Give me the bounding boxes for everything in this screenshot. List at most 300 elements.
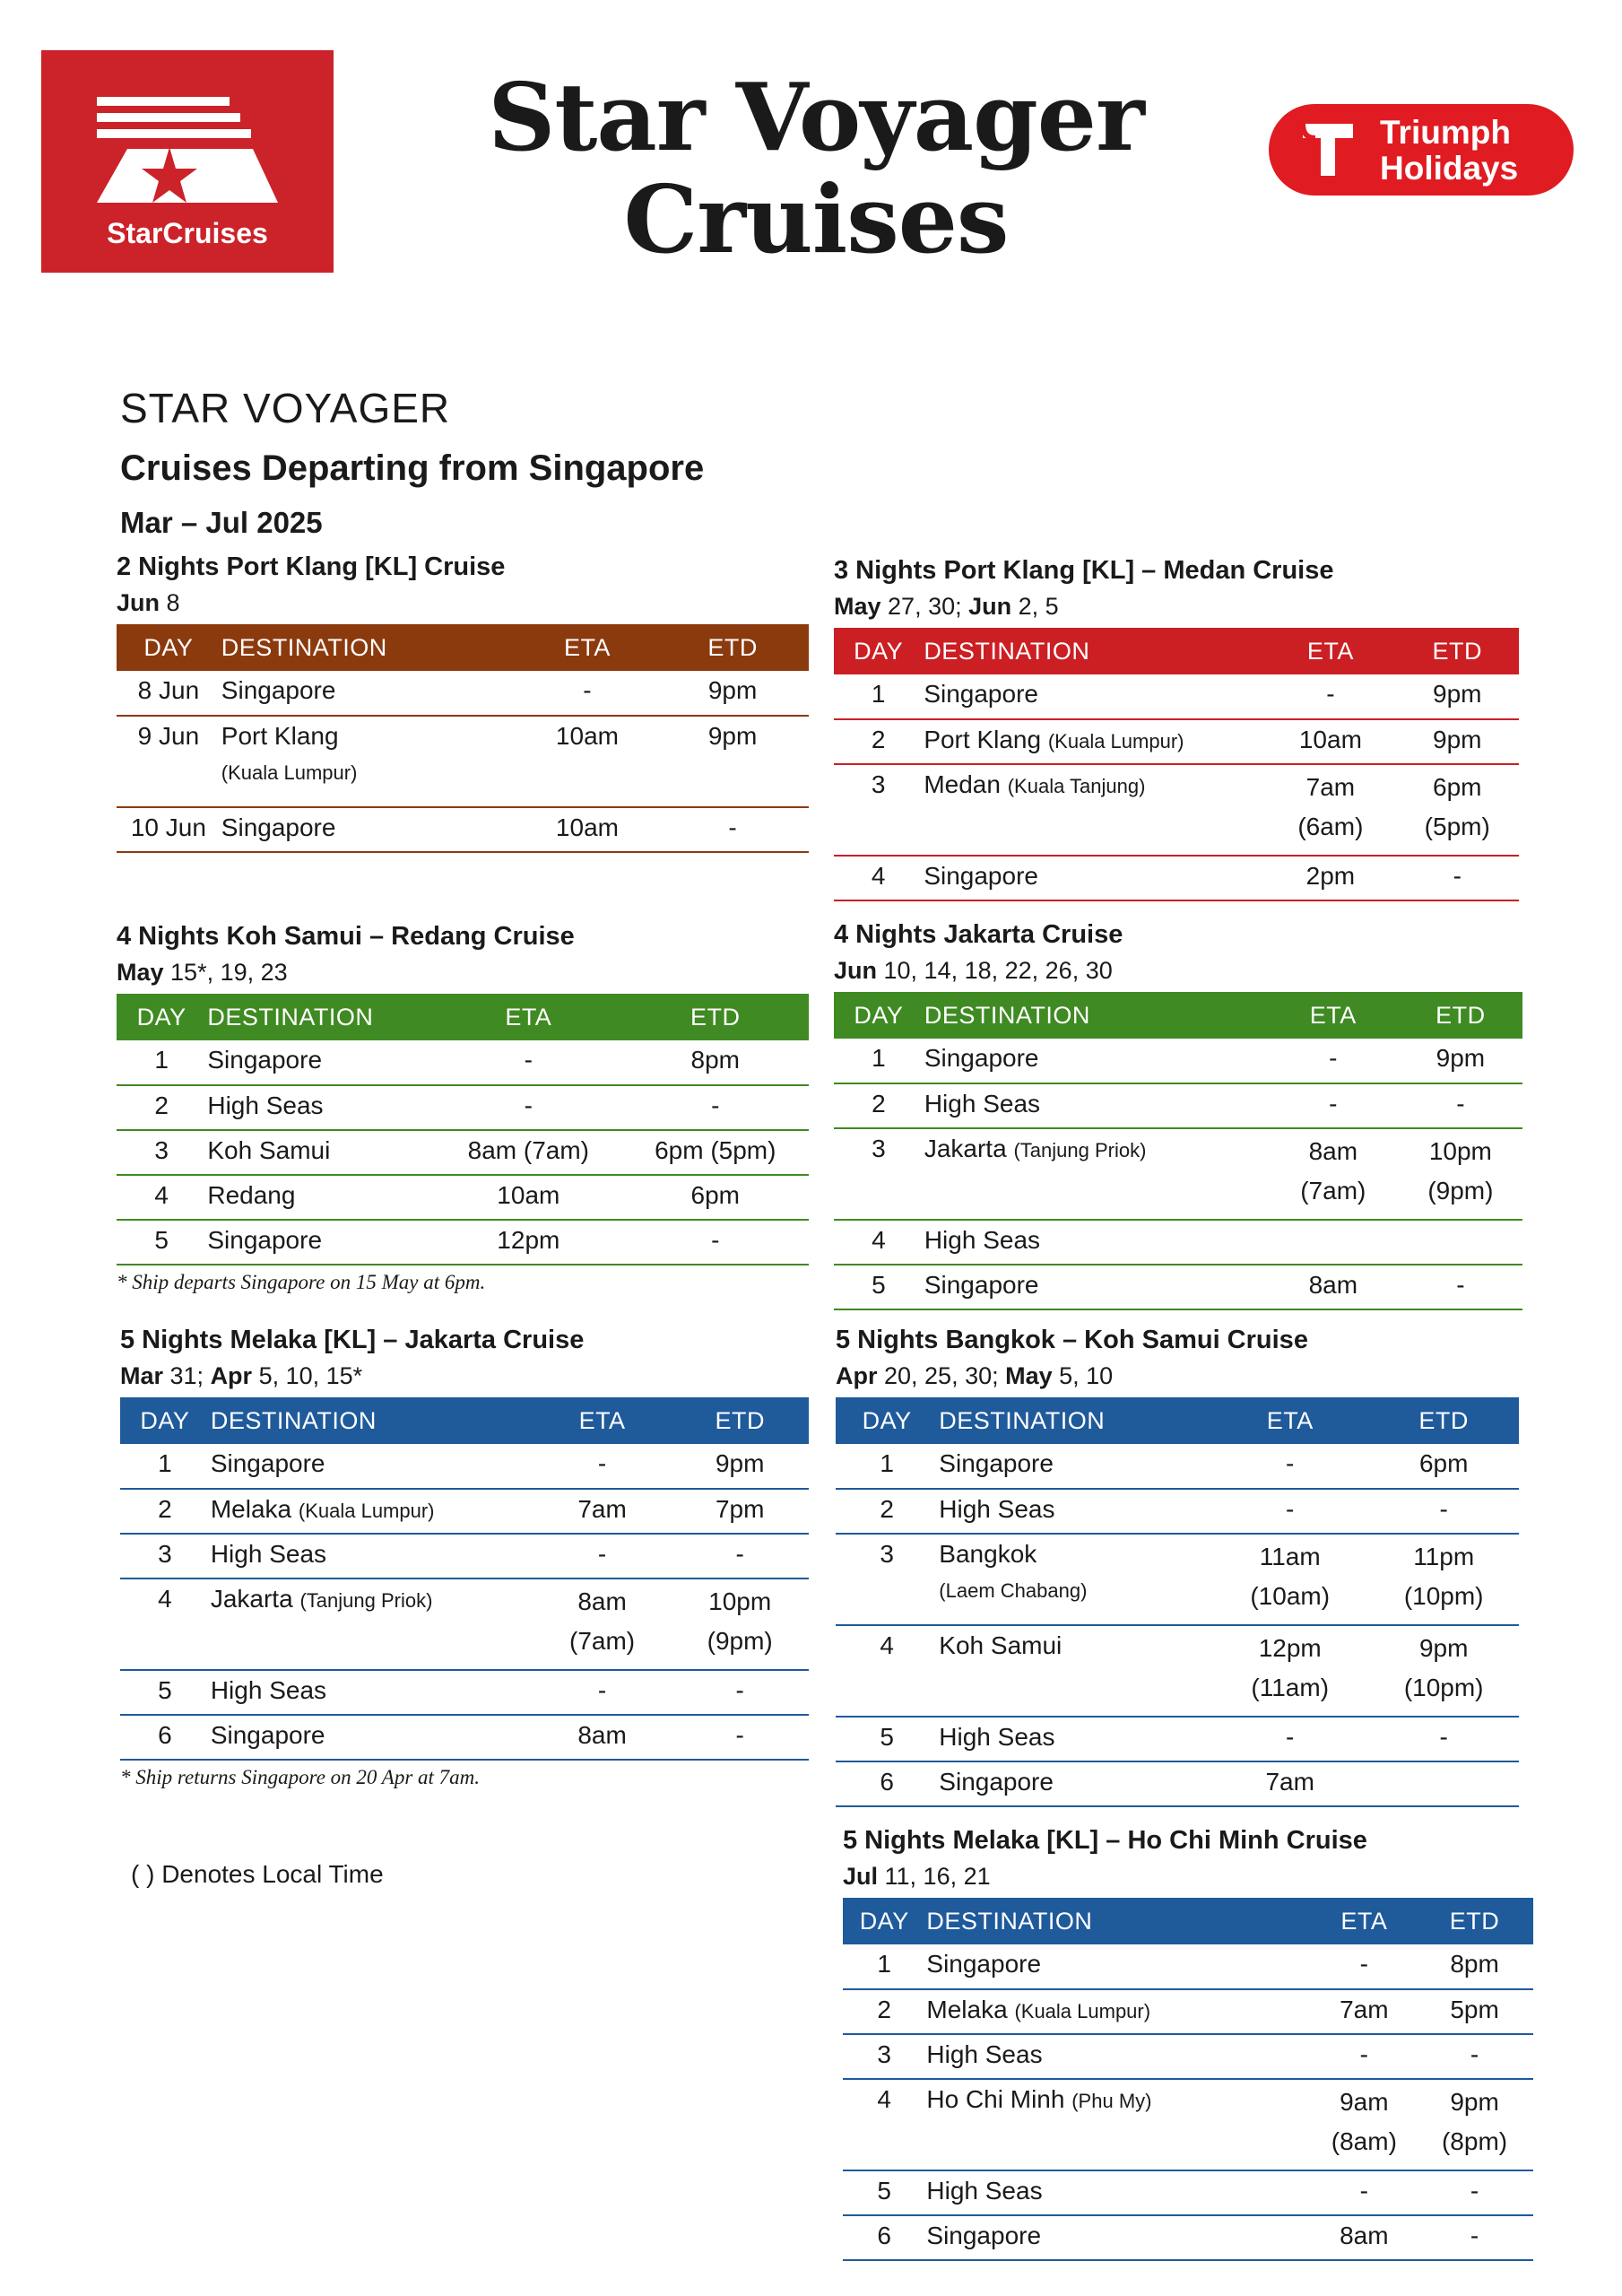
etd-time: 10pm: [708, 1587, 772, 1615]
cell-etd: [1399, 1083, 1522, 1128]
eta-local-time: (7am): [1300, 1177, 1366, 1205]
cell-destination: [938, 1761, 1211, 1806]
th-etd: ETD: [1395, 628, 1519, 674]
cell-destination: [925, 1989, 1312, 2034]
date-days: 20, 25, 30;: [877, 1362, 1006, 1389]
cruise-dates: [836, 1362, 1519, 1390]
cell-day: 3: [154, 1136, 169, 1164]
destination-name: High Seas: [926, 2177, 1043, 2205]
table-row: [843, 2079, 1533, 2170]
cruise-title: 3 Nights Port Klang [KL] – Medan Cruise: [834, 556, 1334, 585]
etd-time: 11pm: [1413, 1543, 1475, 1570]
cruise-dates: [117, 959, 809, 987]
destination-port: (Tanjung Priok): [1013, 1139, 1147, 1161]
th-eta: ETA: [533, 1397, 672, 1444]
table-row: [836, 1717, 1519, 1761]
destination-name: Port Klang: [221, 722, 339, 750]
cell-eta: [1211, 1717, 1368, 1761]
table-row: [834, 764, 1519, 856]
destination-name: Singapore: [207, 1226, 323, 1254]
table-row: [120, 1715, 809, 1760]
eta-time: -: [524, 1046, 533, 1074]
itinerary-table: [834, 992, 1522, 1310]
cell-etd: [1399, 1039, 1522, 1083]
cell-day: 2: [154, 1091, 169, 1119]
cell-eta: [1268, 1265, 1399, 1309]
date-days: 15*, 19, 23: [163, 959, 288, 986]
starcruises-logo: [41, 50, 334, 273]
etd-time: 9pm: [707, 722, 758, 750]
cell-eta: [1211, 1761, 1368, 1806]
table-header: [834, 628, 1519, 674]
th-day: DAY: [843, 1898, 925, 1944]
cruise-dates: [834, 593, 1519, 621]
etd-local-time: (5pm): [1424, 813, 1490, 840]
cell-day: 9 Jun: [137, 722, 200, 750]
cell-destination: [923, 856, 1265, 900]
cell-etd: [1368, 1717, 1519, 1761]
cell-etd: [1395, 764, 1519, 856]
eta-time: -: [1359, 2040, 1368, 2068]
destination-name: Koh Samui: [207, 1136, 331, 1164]
cell-eta: [1313, 1944, 1417, 1989]
date-month: May: [834, 593, 881, 620]
table-header: [843, 1898, 1533, 1944]
table-row: [843, 1989, 1533, 2034]
cruise-port-klang-medan: [834, 556, 1519, 901]
destination-port: (Kuala Tanjung): [1007, 775, 1146, 797]
table-row: [834, 1128, 1522, 1220]
etd-time: -: [1470, 2222, 1479, 2249]
etd-time: -: [1439, 1723, 1448, 1751]
cell-etd: [1399, 1128, 1522, 1220]
destination-name: Jakarta: [924, 1135, 1007, 1162]
table-header: [117, 624, 809, 671]
table-row: [836, 1625, 1519, 1717]
cell-etd: [671, 1534, 809, 1578]
destination-name: Singapore: [207, 1046, 323, 1074]
table-row: [834, 856, 1519, 900]
cruise-title: 5 Nights Melaka [KL] – Ho Chi Minh Cruise: [843, 1826, 1367, 1855]
cell-day: 3: [871, 770, 886, 798]
eta-local-time: (8am): [1331, 2127, 1397, 2155]
cell-eta: [1313, 2215, 1417, 2260]
destination-name: Medan: [924, 770, 1001, 798]
table-row: [117, 1040, 809, 1085]
cell-etd: [671, 1489, 809, 1534]
date-days: 27, 30;: [880, 593, 969, 620]
destination-name: Singapore: [924, 1271, 1039, 1299]
date-days: 10, 14, 18, 22, 26, 30: [877, 957, 1113, 984]
cell-eta: [518, 671, 656, 716]
cell-day: 2: [158, 1495, 172, 1523]
table-row: [836, 1444, 1519, 1489]
cruise-dates: [843, 1863, 1533, 1891]
destination-name: Melaka: [926, 1996, 1008, 2023]
cell-destination: [210, 1534, 533, 1578]
table-row: [843, 2170, 1533, 2215]
etd-time: -: [1453, 862, 1462, 890]
cell-destination: [923, 719, 1265, 764]
cell-etd: [671, 1578, 809, 1670]
cruise-title: 4 Nights Koh Samui – Redang Cruise: [117, 922, 575, 951]
cell-eta: [1268, 1039, 1399, 1083]
eta-time: 10am: [497, 1181, 560, 1209]
th-eta: ETA: [518, 624, 656, 671]
cruise-note: * Ship returns Singapore on 20 Apr at 7am.: [120, 1766, 481, 1788]
th-day: DAY: [117, 994, 206, 1040]
eta-time: -: [597, 1676, 607, 1704]
date-month: May: [1005, 1362, 1053, 1389]
cell-day: 1: [871, 680, 886, 708]
cell-eta: [533, 1534, 672, 1578]
destination-port: (Tanjung Priok): [299, 1589, 433, 1612]
cell-eta: [518, 807, 656, 852]
destination-name: High Seas: [210, 1540, 327, 1568]
date-month: Apr: [210, 1362, 253, 1389]
cell-etd: [622, 1130, 809, 1175]
th-eta: ETA: [1268, 992, 1399, 1039]
destination-name: Singapore: [924, 862, 1038, 890]
cell-etd: [671, 1715, 809, 1760]
table-header: [117, 994, 809, 1040]
eta-time: -: [524, 1091, 533, 1119]
eta-local-time: (10am): [1250, 1582, 1331, 1610]
cell-day: 2: [871, 726, 886, 753]
cell-destination: [210, 1578, 533, 1670]
eta-time: -: [1326, 680, 1335, 708]
cell-eta: [1265, 856, 1395, 900]
cell-eta: [435, 1130, 621, 1175]
eta-time: 11am: [1259, 1543, 1321, 1570]
eta-time: 8am: [577, 1721, 627, 1749]
destination-port: (Phu My): [1071, 2090, 1152, 2112]
cell-eta: [533, 1578, 672, 1670]
etd-time: -: [711, 1091, 720, 1119]
th-etd: ETD: [622, 994, 809, 1040]
etd-time: 9pm: [1433, 680, 1482, 708]
eta-local-time: (7am): [569, 1627, 636, 1655]
cell-eta: [435, 1085, 621, 1130]
destination-name: Singapore: [924, 680, 1038, 708]
cruise-dates: [120, 1362, 809, 1390]
itinerary-table: [120, 1397, 809, 1761]
etd-time: 9pm: [1433, 726, 1482, 753]
cell-eta: [1265, 674, 1395, 719]
destination-name: Singapore: [926, 2222, 1042, 2249]
cell-etd: [622, 1175, 809, 1220]
itinerary-table: [117, 624, 809, 853]
cell-destination: [924, 1220, 1268, 1265]
destination-name: Singapore: [221, 676, 336, 704]
etd-time: 8pm: [690, 1046, 740, 1074]
cell-day: 5: [158, 1676, 172, 1704]
cell-destination: [925, 2170, 1312, 2215]
eta-time: 9am: [1340, 2088, 1389, 2116]
etd-local-time: (9pm): [1427, 1177, 1494, 1205]
th-day: DAY: [120, 1397, 210, 1444]
cell-destination: [938, 1489, 1211, 1534]
date-days: 11, 16, 21: [878, 1863, 991, 1890]
cell-eta: [1211, 1489, 1368, 1534]
cell-etd: [1399, 1265, 1522, 1309]
eta-time: -: [583, 676, 592, 704]
starcruises-logo-text: StarCruises: [107, 217, 268, 249]
table-row: [117, 716, 809, 807]
local-time-legend: ( ) Denotes Local Time: [131, 1860, 384, 1888]
cell-etd: [671, 1670, 809, 1715]
cell-etd: [1368, 1761, 1519, 1806]
cell-day: 2: [872, 1090, 886, 1118]
etd-time: 9pm: [1418, 1634, 1469, 1662]
cell-etd: [656, 716, 809, 807]
etd-time: -: [728, 813, 737, 841]
eta-time: 10am: [555, 813, 619, 841]
date-days: 2, 5: [1011, 593, 1059, 620]
cell-eta: [1211, 1444, 1368, 1489]
cell-eta: [533, 1489, 672, 1534]
cell-destination: [210, 1715, 533, 1760]
table-row: [120, 1534, 809, 1578]
cell-destination: [938, 1444, 1211, 1489]
cell-destination: [925, 2215, 1312, 2260]
table-row: [836, 1761, 1519, 1806]
date-month: Apr: [836, 1362, 878, 1389]
etd-time: 6pm: [1433, 773, 1482, 801]
itinerary-table: [843, 1898, 1533, 2261]
th-day: DAY: [834, 628, 923, 674]
cruise-note: * Ship departs Singapore on 15 May at 6pm.: [117, 1271, 486, 1293]
cell-day: 3: [158, 1540, 172, 1568]
destination-name: High Seas: [924, 1226, 1041, 1254]
eta-time: -: [597, 1449, 607, 1477]
etd-local-time: (10pm): [1403, 1582, 1484, 1610]
destination-port: (Kuala Lumpur): [298, 1500, 435, 1522]
etd-time: 9pm: [1436, 1044, 1486, 1072]
cell-etd: [622, 1085, 809, 1130]
cell-destination: [925, 2034, 1312, 2079]
th-destination: DESTINATION: [925, 1898, 1312, 1944]
etd-local-time: (10pm): [1403, 1674, 1484, 1701]
eta-time: 7am: [1340, 1996, 1389, 2023]
cruise-jakarta: [834, 920, 1522, 1310]
cell-eta: [1268, 1083, 1399, 1128]
th-etd: ETD: [656, 624, 809, 671]
cell-destination: [923, 674, 1265, 719]
cell-eta: [1211, 1534, 1368, 1625]
table-row: [834, 1083, 1522, 1128]
cell-destination: [938, 1625, 1211, 1717]
destination-name: Singapore: [926, 1950, 1042, 1978]
cell-destination: [210, 1444, 533, 1489]
cell-day: 1: [872, 1044, 886, 1072]
table-row: [834, 719, 1519, 764]
destination-name: Ho Chi Minh: [926, 2085, 1065, 2113]
cell-day: 3: [880, 1540, 894, 1568]
table-row: [834, 1220, 1522, 1265]
cruise-port-klang: [117, 552, 809, 853]
date-month: Jul: [843, 1863, 879, 1890]
destination-port: (Kuala Lumpur): [221, 761, 358, 784]
date-days: 31;: [163, 1362, 211, 1389]
cell-day: 1: [154, 1046, 169, 1074]
table-row: [843, 1944, 1533, 1989]
triumph-logo-text: Triumph Holidays: [1380, 114, 1519, 187]
th-destination: DESTINATION: [221, 624, 518, 671]
etd-time: 6pm (5pm): [655, 1136, 776, 1164]
destination-name: Singapore: [210, 1721, 325, 1749]
th-eta: ETA: [1211, 1397, 1368, 1444]
eta-local-time: (6am): [1297, 813, 1364, 840]
cell-eta: [533, 1670, 672, 1715]
th-eta: ETA: [1313, 1898, 1417, 1944]
cell-day: 6: [158, 1721, 172, 1749]
date-month: Mar: [120, 1362, 164, 1389]
cell-eta: [1313, 1989, 1417, 2034]
cell-day: 4: [877, 2085, 891, 2113]
cell-destination: [925, 2079, 1312, 2170]
cell-eta: [1313, 2079, 1417, 2170]
cell-eta: [533, 1715, 672, 1760]
table-row: [836, 1534, 1519, 1625]
cell-destination: [210, 1489, 533, 1534]
table-row: [120, 1670, 809, 1715]
cell-eta: [1313, 2170, 1417, 2215]
page-title: [448, 62, 1184, 274]
table-row: [117, 807, 809, 852]
table-row: [834, 674, 1519, 719]
etd-time: -: [1439, 1495, 1448, 1523]
destination-name: Melaka: [210, 1495, 292, 1523]
cell-day: 5: [877, 2177, 891, 2205]
title-line-1: Star Voyager: [488, 62, 1144, 172]
cell-etd: [671, 1444, 809, 1489]
table-row: [117, 1220, 809, 1265]
cell-destination: [924, 1128, 1268, 1220]
date-month: May: [117, 959, 164, 986]
eta-time: 8am: [1308, 1137, 1358, 1165]
destination-name: Redang: [207, 1181, 296, 1209]
cell-eta: [1265, 719, 1395, 764]
etd-time: 5pm: [1450, 1996, 1499, 2023]
destination-name: High Seas: [210, 1676, 327, 1704]
cell-destination: [923, 764, 1265, 856]
th-eta: ETA: [1265, 628, 1395, 674]
cell-day: 4: [872, 1226, 886, 1254]
cell-eta: [435, 1040, 621, 1085]
date-days: 5, 10, 15*: [252, 1362, 363, 1389]
table-row: [834, 1039, 1522, 1083]
cell-day: 1: [880, 1449, 894, 1477]
eta-time: -: [1359, 1950, 1368, 1978]
th-destination: DESTINATION: [210, 1397, 533, 1444]
cell-destination: [206, 1040, 435, 1085]
cell-day: 8 Jun: [137, 676, 200, 704]
destination-name: Singapore: [939, 1768, 1054, 1796]
cell-etd: [1395, 719, 1519, 764]
cell-etd: [656, 807, 809, 852]
date-days: 5, 10: [1052, 1362, 1114, 1389]
table-row: [117, 1085, 809, 1130]
etd-time: 9pm: [715, 1449, 765, 1477]
eta-time: 12pm: [497, 1226, 560, 1254]
table-header: [834, 992, 1522, 1039]
table-header: [120, 1397, 809, 1444]
table-row: [117, 671, 809, 716]
cell-day: 1: [877, 1950, 891, 1978]
cell-eta: [435, 1220, 621, 1265]
cell-etd: [622, 1220, 809, 1265]
eta-local-time: (11am): [1251, 1674, 1330, 1701]
cruise-title: 5 Nights Melaka [KL] – Jakarta Cruise: [120, 1326, 585, 1354]
cruise-melaka-ho-chi-minh: [843, 1826, 1533, 2261]
cruise-melaka-jakarta: [120, 1326, 809, 1789]
cell-destination: [938, 1534, 1211, 1625]
eta-time: -: [1286, 1449, 1295, 1477]
cell-etd: [1416, 2079, 1533, 2170]
table-row: [117, 1130, 809, 1175]
destination-name: Singapore: [939, 1449, 1054, 1477]
th-day: DAY: [836, 1397, 938, 1444]
destination-name: Singapore: [924, 1044, 1039, 1072]
cell-etd: [1416, 2034, 1533, 2079]
etd-local-time: (8pm): [1441, 2127, 1508, 2155]
itinerary-table: [834, 628, 1519, 901]
cell-destination: [221, 807, 518, 852]
etd-time: -: [1456, 1090, 1465, 1118]
cell-eta: [533, 1444, 672, 1489]
th-destination: DESTINATION: [924, 992, 1268, 1039]
th-destination: DESTINATION: [923, 628, 1265, 674]
cell-etd: [1416, 2215, 1533, 2260]
cell-eta: [1265, 764, 1395, 856]
destination-name: High Seas: [939, 1495, 1055, 1523]
destination-name: Singapore: [210, 1449, 325, 1477]
triumph-holidays-logo: [1269, 104, 1574, 196]
destination-name: High Seas: [926, 2040, 1043, 2068]
eta-time: 12pm: [1258, 1634, 1322, 1662]
eta-time: 10am: [555, 722, 619, 750]
th-eta: ETA: [435, 994, 621, 1040]
cell-day: 2: [877, 1996, 891, 2023]
th-destination: DESTINATION: [938, 1397, 1211, 1444]
etd-time: -: [1470, 2040, 1479, 2068]
eta-time: 8am: [577, 1587, 627, 1615]
cell-day: 6: [877, 2222, 891, 2249]
cell-destination: [210, 1670, 533, 1715]
cell-destination: [924, 1083, 1268, 1128]
cell-day: 5: [154, 1226, 169, 1254]
cell-eta: [1211, 1625, 1368, 1717]
etd-local-time: (9pm): [707, 1627, 773, 1655]
table-row: [120, 1489, 809, 1534]
cruise-title: 5 Nights Bangkok – Koh Samui Cruise: [836, 1326, 1308, 1354]
itinerary-table: [836, 1397, 1519, 1807]
destination-name: High Seas: [924, 1090, 1041, 1118]
etd-time: 6pm: [1418, 1449, 1469, 1477]
destination-port: (Laem Chabang): [939, 1579, 1088, 1602]
cell-day: 5: [872, 1271, 886, 1299]
etd-time: -: [735, 1721, 744, 1749]
cell-day: 3: [877, 2040, 891, 2068]
eta-time: -: [1286, 1495, 1295, 1523]
th-destination: DESTINATION: [206, 994, 435, 1040]
th-day: DAY: [117, 624, 221, 671]
cell-day: 3: [872, 1135, 886, 1162]
etd-time: 7pm: [715, 1495, 765, 1523]
cell-day: 5: [880, 1723, 894, 1751]
cell-destination: [925, 1944, 1312, 1989]
